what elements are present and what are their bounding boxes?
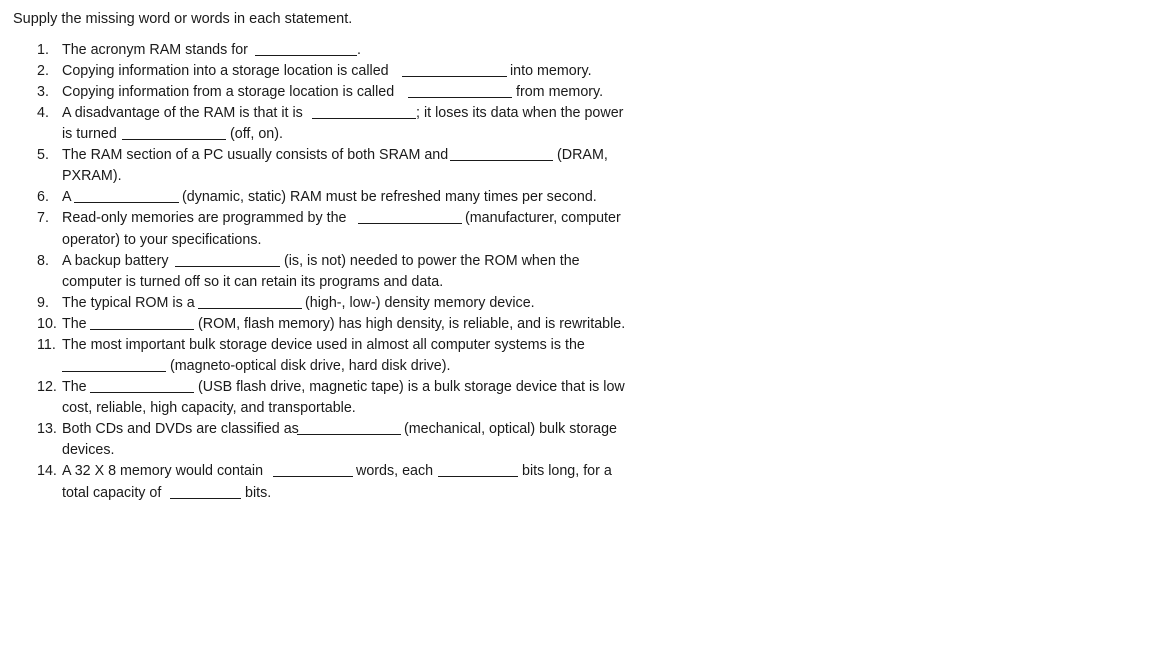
question-text: (high-, low-) density memory device. (305, 295, 535, 311)
answer-blank[interactable] (62, 356, 166, 372)
question-text: The (62, 379, 87, 395)
answer-blank[interactable] (297, 419, 401, 435)
question-number: 2. (37, 63, 49, 79)
question-text: (USB flash drive, magnetic tape) is a bulk storage device that is low (198, 379, 625, 395)
question-text: from memory. (516, 84, 604, 100)
question-text: Copying information into a storage location is called (62, 63, 389, 79)
question-number: 12. (37, 379, 57, 395)
question-text: bits. (245, 485, 272, 501)
question-text: words, each (356, 463, 434, 479)
answer-blank[interactable] (438, 461, 518, 477)
question-text: ; it loses its data when the power (416, 105, 624, 121)
question-number: 5. (37, 147, 49, 163)
question-number: 4. (37, 105, 49, 121)
question-text: (magneto-optical disk drive, hard disk drive). (170, 358, 451, 374)
question-text: (off, on). (230, 126, 283, 142)
question-number: 9. (37, 295, 49, 311)
question-text: The typical ROM is a (62, 295, 195, 311)
question-text: (dynamic, static) RAM must be refreshed many times per second. (182, 189, 597, 205)
answer-blank[interactable] (408, 82, 512, 98)
question-text: (DRAM, (557, 147, 608, 163)
answer-blank[interactable] (273, 461, 353, 477)
question-text: cost, reliable, high capacity, and transportable. (62, 400, 356, 416)
answer-blank[interactable] (170, 483, 241, 499)
question-text: computer is turned off so it can retain its programs and data. (62, 274, 444, 290)
question-number: 11. (37, 337, 56, 353)
answer-blank[interactable] (402, 61, 507, 77)
question-number: 6. (37, 189, 49, 205)
question-text: The (62, 316, 87, 332)
question-text: The RAM section of a PC usually consists of both SRAM and (62, 147, 449, 163)
question-text: PXRAM). (62, 168, 122, 184)
answer-blank[interactable] (90, 377, 194, 393)
question-text: devices. (62, 442, 115, 458)
question-text: A disadvantage of the RAM is that it is (62, 105, 303, 121)
question-text: is turned (62, 126, 117, 142)
question-text: The acronym RAM stands for (62, 42, 248, 58)
answer-blank[interactable] (255, 40, 357, 56)
question-text: into memory. (510, 63, 592, 79)
question-text: operator) to your specifications. (62, 232, 262, 248)
question-text: The most important bulk storage device used in almost all computer systems is the (62, 337, 585, 353)
answer-blank[interactable] (450, 145, 553, 161)
question-text: total capacity of (62, 485, 162, 501)
question-text: (manufacturer, computer (465, 210, 621, 226)
answer-blank[interactable] (312, 103, 416, 119)
question-number: 13. (37, 421, 57, 437)
question-text: . (357, 42, 361, 58)
answer-blank[interactable] (90, 314, 194, 330)
question-text: A (62, 189, 72, 205)
question-text: (mechanical, optical) bulk storage (404, 421, 617, 437)
question-number: 14. (37, 463, 57, 479)
question-text: Copying information from a storage location is called (62, 84, 395, 100)
question-text: bits long, for a (522, 463, 612, 479)
question-text: Read-only memories are programmed by the (62, 210, 347, 226)
instructions: Supply the missing word or words in each statement. (13, 11, 353, 27)
question-text: A backup battery (62, 253, 169, 269)
answer-blank[interactable] (122, 124, 226, 140)
question-number: 7. (37, 210, 49, 226)
question-number: 3. (37, 84, 49, 100)
question-text: A 32 X 8 memory would contain (62, 463, 264, 479)
answer-blank[interactable] (175, 251, 280, 267)
answer-blank[interactable] (74, 187, 179, 203)
question-number: 8. (37, 253, 49, 269)
question-number: 10. (37, 316, 57, 332)
answer-blank[interactable] (198, 293, 302, 309)
question-number: 1. (37, 42, 49, 58)
question-text: Both CDs and DVDs are classified as (62, 421, 299, 437)
answer-blank[interactable] (358, 208, 462, 224)
question-text: (is, is not) needed to power the ROM when the (284, 253, 580, 269)
question-text: (ROM, flash memory) has high density, is reliable, and is rewritable. (198, 316, 626, 332)
